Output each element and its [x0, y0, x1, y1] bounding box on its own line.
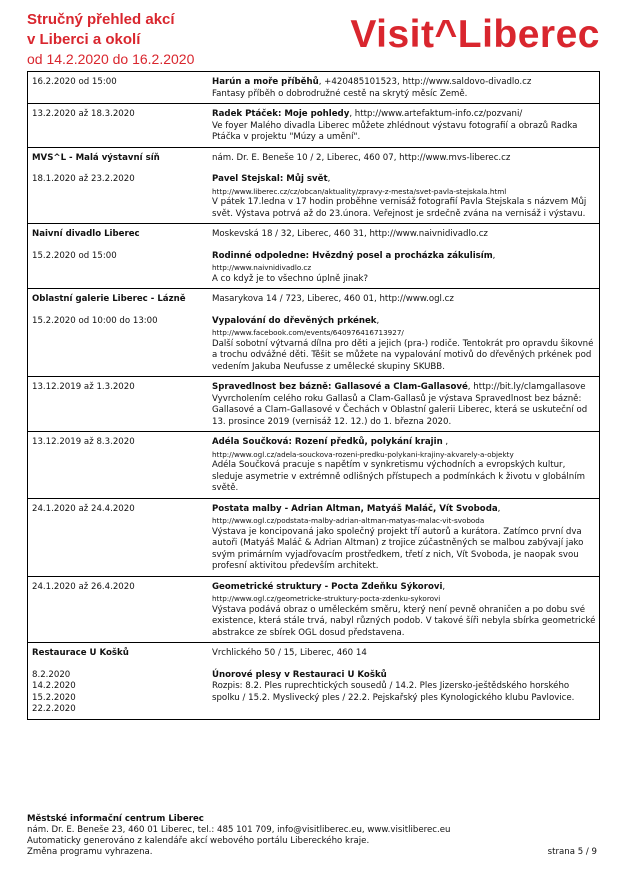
event-name-suffix: ,: [442, 437, 449, 447]
event-row: [28, 437, 599, 495]
event-details: [212, 504, 599, 573]
event-date-line: 22.2.2020: [32, 704, 76, 714]
event-title: [212, 316, 599, 328]
event-description-line: Gallasové a Clam-Gallasové v Čechách v Oblastní galerii Liberec, která se uskuteční od: [212, 405, 588, 415]
event-details: [212, 109, 599, 144]
event-title: [212, 670, 599, 682]
event-description-line: světě.: [212, 483, 239, 493]
event-description-line: Adéla Součková pracuje s napětím v synkretismu východních a evropských kultur,: [212, 460, 566, 470]
summary-title-line1: Stručný přehled akcí: [27, 11, 175, 28]
event-name[interactable]: Harún a moře příběhů: [212, 77, 319, 87]
event-title: [212, 251, 599, 263]
event-name[interactable]: Únorové plesy v Restauraci U Košků: [212, 669, 387, 680]
event-title: [212, 174, 599, 186]
event-date: 13.12.2019 až 8.3.2020: [32, 437, 135, 447]
venue-section: [28, 498, 599, 576]
event-row: [28, 174, 599, 220]
event-date: 16.2.2020 od 15:00: [32, 77, 117, 87]
event-name[interactable]: Pavel Stejskal: Můj svět: [212, 174, 328, 184]
event-row: [28, 251, 599, 286]
venue-section: [28, 147, 599, 224]
event-description-line: Rozpis: 8.2. Ples ruprechtických sousedů / 14.2. Ples Jizersko-ještědského horského: [212, 681, 570, 691]
event-name-suffix: , http://bit.ly/clamgallasove: [467, 382, 586, 392]
footer-note-changes: Změna programu vyhrazena.: [27, 847, 153, 857]
page-number: strana 5 / 9: [547, 847, 597, 857]
venue-section: [28, 376, 599, 431]
event-row: [28, 77, 599, 100]
event-url[interactable]: http://www.naivnidivadlo.cz: [212, 263, 312, 272]
event-title: [212, 382, 599, 394]
event-date: 15.2.2020 od 10:00 do 13:00: [32, 315, 158, 326]
event-row: [28, 670, 599, 716]
event-description-line: 13. prosince 2019 (vernisáž 12. 12.) do 1. března 2020.: [212, 416, 452, 427]
venue-address: Masarykova 14 / 723, Liberec, 460 01, http://www.ogl.cz: [212, 294, 454, 304]
venue-address: nám. Dr. E. Beneše 10 / 2, Liberec, 460 07, http://www.mvs-liberec.cz: [212, 152, 511, 163]
event-description-line: a trochu odvážné děti. Těšit se můžete na vypalování motivů do dřevěných prkének pod: [212, 350, 592, 360]
event-url[interactable]: http://www.liberec.cz/cz/obcan/aktuality/zpravy-z-mesta/svet-pavla-stejskala.html: [212, 186, 507, 196]
event-name-suffix: , +420485101523, http://www.saldovo-divadlo.cz: [318, 77, 532, 87]
event-description-line: A co když je to všechno úplně jinak?: [212, 273, 369, 284]
event-name-suffix: ,: [327, 174, 331, 184]
venue-section: [28, 431, 599, 498]
event-description-line: existence, která stále trvá, nabyl různých podob. V takové šíři nebyla sbírka geometrické: [212, 616, 596, 626]
venue-address: Moskevská 18 / 32, Liberec, 460 31, http://www.naivnidivadlo.cz: [212, 229, 488, 239]
event-title: [212, 77, 599, 89]
event-name[interactable]: Radek Ptáček: Moje pohledy: [212, 109, 350, 119]
venue-section: [28, 223, 599, 288]
venue-section: [28, 72, 599, 103]
event-date: [28, 670, 212, 716]
event-name[interactable]: Adéla Součková: Rození předků, polykání krajin: [212, 437, 443, 447]
event-row: [28, 109, 599, 144]
venue-row: [28, 294, 599, 306]
event-description-line: sleduje asymetrie v extrémně odlišných přístupech a podmínkách k životu v globálním: [212, 471, 585, 482]
venue-section: [28, 576, 599, 643]
event-title: [212, 504, 599, 516]
event-date: 24.1.2020 až 26.4.2020: [32, 581, 135, 592]
events-table: [27, 71, 600, 720]
event-date: 13.2.2020 až 18.3.2020: [32, 109, 135, 119]
event-description-line: spolku / 15.2. Myslivecký ples / 22.2. Pejskařský ples Kynologického klubu Pavlovice.: [212, 692, 575, 703]
event-row: [28, 316, 599, 374]
event-name[interactable]: Geometrické struktury - Pocta Zdeňku Sýkorovi: [212, 581, 443, 592]
event-title: [212, 109, 599, 121]
event-details: [212, 316, 599, 374]
event-name-suffix: ,: [376, 315, 380, 326]
event-name[interactable]: Rodinné odpoledne: Hvězdný posel a procházka zákulisím: [212, 250, 493, 261]
event-url[interactable]: http://www.ogl.cz/geometricke-struktury-pocta-zdenku-sykorovi: [212, 594, 441, 603]
event-row: [28, 582, 599, 640]
event-description-line: Výstava podává obraz o uměleckém směru, který není pevně ohraničen a po dobu své: [212, 604, 586, 615]
event-details: [212, 174, 599, 220]
event-name-suffix: ,: [492, 250, 496, 261]
venue-address: Vrchlického 50 / 15, Liberec, 460 14: [212, 648, 367, 658]
date-range: od 14.2.2020 do 16.2.2020: [27, 51, 195, 67]
event-description-line: Ptáčka v projektu "Múzy a umění".: [212, 132, 361, 142]
event-row: [28, 504, 599, 573]
event-date-line: 15.2.2020: [32, 692, 76, 703]
event-title: [212, 437, 599, 449]
event-row: [28, 382, 599, 428]
venue-name: Naivní divadlo Liberec: [32, 229, 140, 239]
event-name[interactable]: Vypalování do dřevěných prkének: [212, 315, 377, 326]
venue-row: [28, 153, 599, 165]
venue-name: Restaurace U Košků: [32, 648, 129, 658]
event-date: 15.2.2020 od 15:00: [32, 250, 117, 261]
event-description-line: V pátek 17.ledna v 17 hodin proběhne vernisáž fotografií Pavla Stejskala s názvem Můj: [212, 197, 587, 207]
page-footer: [27, 814, 597, 858]
event-name[interactable]: Spravedlnost bez bázně: Gallasové a Clam-Gallasové: [212, 382, 468, 392]
venue-name: Oblastní galerie Liberec - Lázně: [32, 294, 186, 304]
event-date-line: 8.2.2020: [32, 669, 71, 680]
event-details: [212, 582, 599, 640]
venue-row: [28, 648, 599, 660]
event-details: [212, 670, 599, 716]
event-url[interactable]: http://www.facebook.com/events/640976416713927/: [212, 328, 404, 337]
event-title: [212, 582, 599, 594]
summary-title-line2: v Liberci a okolí: [27, 31, 141, 48]
event-details: [212, 437, 599, 495]
event-description-line: vedením Jakuba Neufusse z umělecké skupiny SKUBB.: [212, 361, 445, 372]
footer-org: Městské informační centrum Liberec: [27, 814, 204, 824]
venue-section: [28, 642, 599, 719]
event-name[interactable]: Postata malby - Adrian Altman, Matyáš Maláč, Vít Svoboda: [212, 503, 498, 514]
event-description-line: Výstava je koncipovaná jako společný projekt tří autorů a kurátora. Zatímco první dva: [212, 526, 582, 537]
event-name-suffix: , http://www.artefaktum-info.cz/pozvani/: [349, 109, 523, 119]
event-description-line: svým primárním vyjadřovacím prostředkem, třetí z nich, Vít Svoboda, je naopak svou: [212, 549, 579, 560]
event-name-suffix: ,: [442, 581, 446, 592]
event-description-line: Vyvrcholením celého roku Gallasů a Clam-Gallasů je výstava Spravedlnost bez bázně:: [212, 393, 582, 404]
event-description-line: profesní aktivitou především architekt.: [212, 561, 379, 571]
event-name-suffix: ,: [497, 503, 501, 514]
venue-row: [28, 229, 599, 241]
event-details: [212, 251, 599, 286]
event-details: [212, 77, 599, 100]
page-header: [27, 10, 602, 70]
event-description-line: Další sobotní výtvarná dílna pro děti a jejich (pra-) rodiče. Tentokrát pro opravdu šikovné: [212, 338, 594, 349]
event-description-line: autoři (Matyáš Maláč & Adrian Altman) z trojice zúčastněných se malbou zabývají jako: [212, 538, 584, 548]
event-url[interactable]: http://www.ogl.cz/adela-souckova-rozeni-predku-polykani-krajiny-akvarely-a-objekty: [212, 449, 514, 459]
visit-liberec-logo: Visit^Liberec: [350, 13, 600, 56]
footer-address: nám. Dr. E. Beneše 23, 460 01 Liberec, tel.: 485 101 709, info@visitliberec.eu, www.visitliberec.eu: [27, 825, 451, 835]
event-url[interactable]: http://www.ogl.cz/podstata-malby-adrian-altman-matyas-malac-vit-svoboda: [212, 516, 485, 525]
venue-name: MVS^L - Malá výstavní síň: [32, 152, 160, 163]
event-description-line: Fantasy příběh o dobrodružné cestě na skrytý měsíc Země.: [212, 88, 468, 99]
event-description-line: svět. Výstava potrvá až do 23.února. Veřejnost je srdečně zvána na vernisáž i výstavu.: [212, 208, 586, 219]
event-date-line: 14.2.2020: [32, 681, 76, 691]
event-details: [212, 382, 599, 428]
event-date: 18.1.2020 až 23.2.2020: [32, 174, 135, 184]
event-date: 13.12.2019 až 1.3.2020: [32, 382, 135, 392]
event-description-line: Ve foyer Malého divadla Liberec můžete zhlédnout výstavu fotografií a obrazů Radka: [212, 120, 578, 131]
event-description-line: abstrakce ze sbírek OGL dosud představena.: [212, 627, 405, 638]
venue-section: [28, 103, 599, 147]
venue-section: [28, 288, 599, 376]
event-date: 24.1.2020 až 24.4.2020: [32, 503, 135, 514]
footer-note-generated: Automaticky generováno z kalendáře akcí webového portálu Libereckého kraje.: [27, 836, 370, 846]
